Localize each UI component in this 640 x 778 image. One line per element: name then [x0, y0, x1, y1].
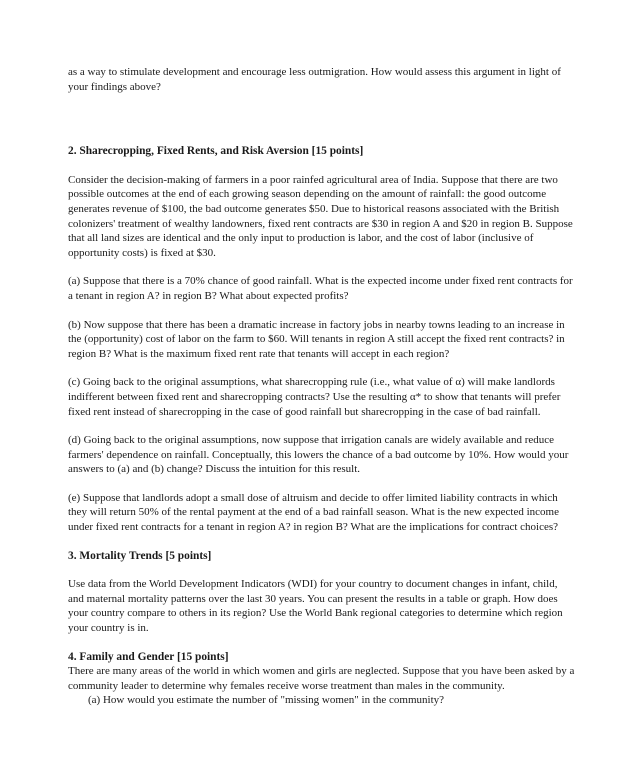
- question-2e: (e) Suppose that landlords adopt a small dose of altruism and decide to offer limited liability contracts in which they will return 50% of the rental payment at the end of a bad rainfall season. What is the new expected income under fixed rent contracts for a tenant in region A? in region B? What are the implications for contract choices?: [68, 491, 559, 534]
- intro-paragraph: as a way to stimulate development and encourage less outmigration. How would assess this argument in light of your findings above?: [68, 66, 561, 93]
- section-4-body: There are many areas of the world in which women and girls are neglected. Suppose that you have been asked by a community leader to determine why females receive worse treatment than males in the community.: [68, 665, 575, 692]
- question-2b: (b) Now suppose that there has been a dramatic increase in factory jobs in nearby towns leading to an increase in the (opportunity) cost of labor on the farm to $60. Will tenants in region A still accept the fixed rent contracts? in region B? What is the maximum fixed rent rate that tenants will accept in each region?: [68, 318, 565, 360]
- section-2-heading: 2. Sharecropping, Fixed Rents, and Risk Aversion [15 points]: [68, 145, 364, 158]
- question-4a: (a) How would you estimate the number of "missing women" in the community?: [88, 694, 445, 707]
- question-2d: (d) Going back to the original assumptions, now suppose that irrigation canals are widely available and reduce farmers' dependence on rainfall. Conceptually, this lowers the chance of a bad outcome by 10%. How would your answers to (a) and (b) change? Discuss the intuition for this result.: [68, 434, 569, 476]
- section-3-body: Use data from the World Development Indicators (WDI) for your country to document changes in infant, child, and maternal mortality patterns over the last 30 years. You can present the results in a table or graph. How does your country compare to others in its region? Use the World Bank regional categories to determine which region your country is in.: [68, 578, 563, 635]
- document-page: [68, 65, 576, 708]
- section-4-heading: 4. Family and Gender [15 points]: [68, 650, 229, 663]
- section-3-heading: 3. Mortality Trends [5 points]: [68, 549, 212, 562]
- question-2c: (c) Going back to the original assumptions, what sharecropping rule (i.e., what value of α) will make landlords indifferent between fixed rent and sharecropping contracts? Use the resulting α* to show that tenants will prefer fixed rent instead of sharecropping in the case of good rainfall but sharecropping in the case of bad rainfall.: [68, 376, 561, 418]
- question-2a: (a) Suppose that there is a 70% chance of good rainfall. What is the expected income under fixed rent contracts for a tenant in region A? in region B? What about expected profits?: [68, 275, 573, 302]
- section-2-intro: Consider the decision-making of farmers in a poor rainfed agricultural area of India. Suppose that there are two possible outcomes at the end of each growing season depending on the amount of rainfall: the good outcome generates revenue of $100, the bad outcome generates $50. Due to historical reasons associated with the British colonizers' treatment of wealthy landowners, fixed rent contracts are $30 in region A and $20 in region B. Suppose that all land sizes are identical and the only input to production is labor, and the cost of labor (inclusive of opportunity costs) is fixed at $30.: [68, 173, 573, 259]
